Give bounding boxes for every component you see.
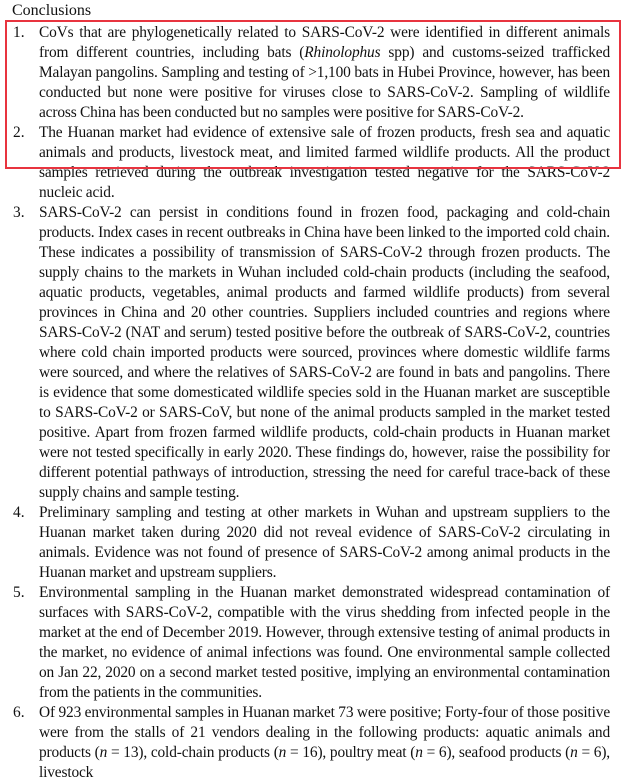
variable-n: n	[415, 744, 423, 761]
conclusions-list	[0, 23, 640, 783]
item-number: 6.	[13, 704, 25, 721]
section-heading: Conclusions	[12, 2, 92, 16]
text-run: CoVs that are phylogenetically related to SARS-CoV-2 were identified in different animals from different countries, including bats (	[39, 24, 610, 61]
text-run: = 6), livestock	[39, 744, 611, 781]
item-text: Preliminary sampling and testing at other markets in Wuhan and upstream suppliers to the Huanan market taken during 2020 did not reveal evidence of SARS-CoV-2 circulating in animals. Evidence was not found of presence of SARS-CoV-2 among animal products in the Huanan market and upstream suppliers.	[39, 504, 610, 581]
list-item	[0, 583, 610, 703]
item-number: 5.	[13, 584, 25, 601]
item-number: 1.	[13, 24, 25, 41]
list-item	[0, 703, 610, 783]
text-run: = 13), cold-chain products (	[107, 744, 279, 761]
text-run: Of 923 environmental samples in Huanan market 73 were positive; Forty-four of those positive were from the stalls of 21 vendors dealing in the following products: aquatic animals and products (	[39, 704, 610, 761]
text-run: = 6), seafood products (	[422, 744, 571, 761]
variable-n: n	[278, 744, 287, 761]
item-text: SARS-CoV-2 can persist in conditions found in frozen food, packaging and cold-chain products. Index cases in recent outbreaks in China have been linked to the imported cold chain. These indicates a possibility of transmission of SARS-CoV-2 through frozen products. The supply chains to the markets in Wuhan included cold-chain products (including the seafood, aquatic products, vegetables, animal products and farmed wildlife products) from several provinces in China and 20 other countries. Suppliers included countries and regions where SARS-CoV-2 (NAT and serum) tested positive before the outbreak of SARS-CoV-2, countries where cold chain imported products were sourced, provinces where domestic wildlife farms were sourced, and where the relatives of SARS-CoV-2 are found in bats and pangolins. There is evidence that some domesticated wildlife species sold in the Huanan market are susceptible to SARS-CoV-2 or SARS-CoV, but none of the animal products sampled in the market tested positive. Apart from frozen farmed wildlife products, cold-chain products in Huanan market were not tested specifically in early 2020. These findings do, however, raise the possibility for different potential pathways of introduction, stressing the need for careful trace-back of these supply chains and sample testing.	[39, 204, 610, 501]
species-name: Rhinolophus	[304, 44, 381, 61]
item-text: Environmental sampling in the Huanan market demonstrated widespread contamination of surfaces with SARS-CoV-2, compatible with the virus shedding from infected people in the market at the end of December 2019. However, through extensive testing of animal products in the market, no evidence of animal infections was found. One environmental sample collected on Jan 22, 2020 on a second market tested positive, implying an environmental contamination from the patients in the communities.	[39, 584, 610, 701]
item-text: The Huanan market had evidence of extensive sale of frozen products, fresh sea and aquatic animals and products, livestock meat, and limited farmed wildlife products. All the product samples retrieved during the outbreak investigation tested negative for the SARS-CoV-2 nucleic acid.	[39, 124, 610, 201]
item-number: 3.	[13, 204, 25, 221]
item-text	[39, 23, 610, 123]
list-item	[0, 123, 610, 203]
variable-n: n	[99, 744, 108, 761]
item-text	[39, 703, 610, 783]
list-item	[0, 203, 610, 503]
list-item	[0, 503, 610, 583]
text-run: spp) and customs-seized trafficked Malayan pangolins. Sampling and testing of >1,100 bats in Hubei Province, however, has been conducted but none were positive for viruses close to SARS-CoV-2. Sampling of wildlife across China has been conducted but no samples were positive for SARS-CoV-2.	[39, 44, 611, 121]
text-run: = 16), poultry meat (	[286, 744, 416, 761]
variable-n: n	[570, 744, 578, 761]
item-number: 2.	[13, 124, 25, 141]
item-number: 4.	[13, 504, 25, 521]
list-item	[0, 23, 610, 123]
